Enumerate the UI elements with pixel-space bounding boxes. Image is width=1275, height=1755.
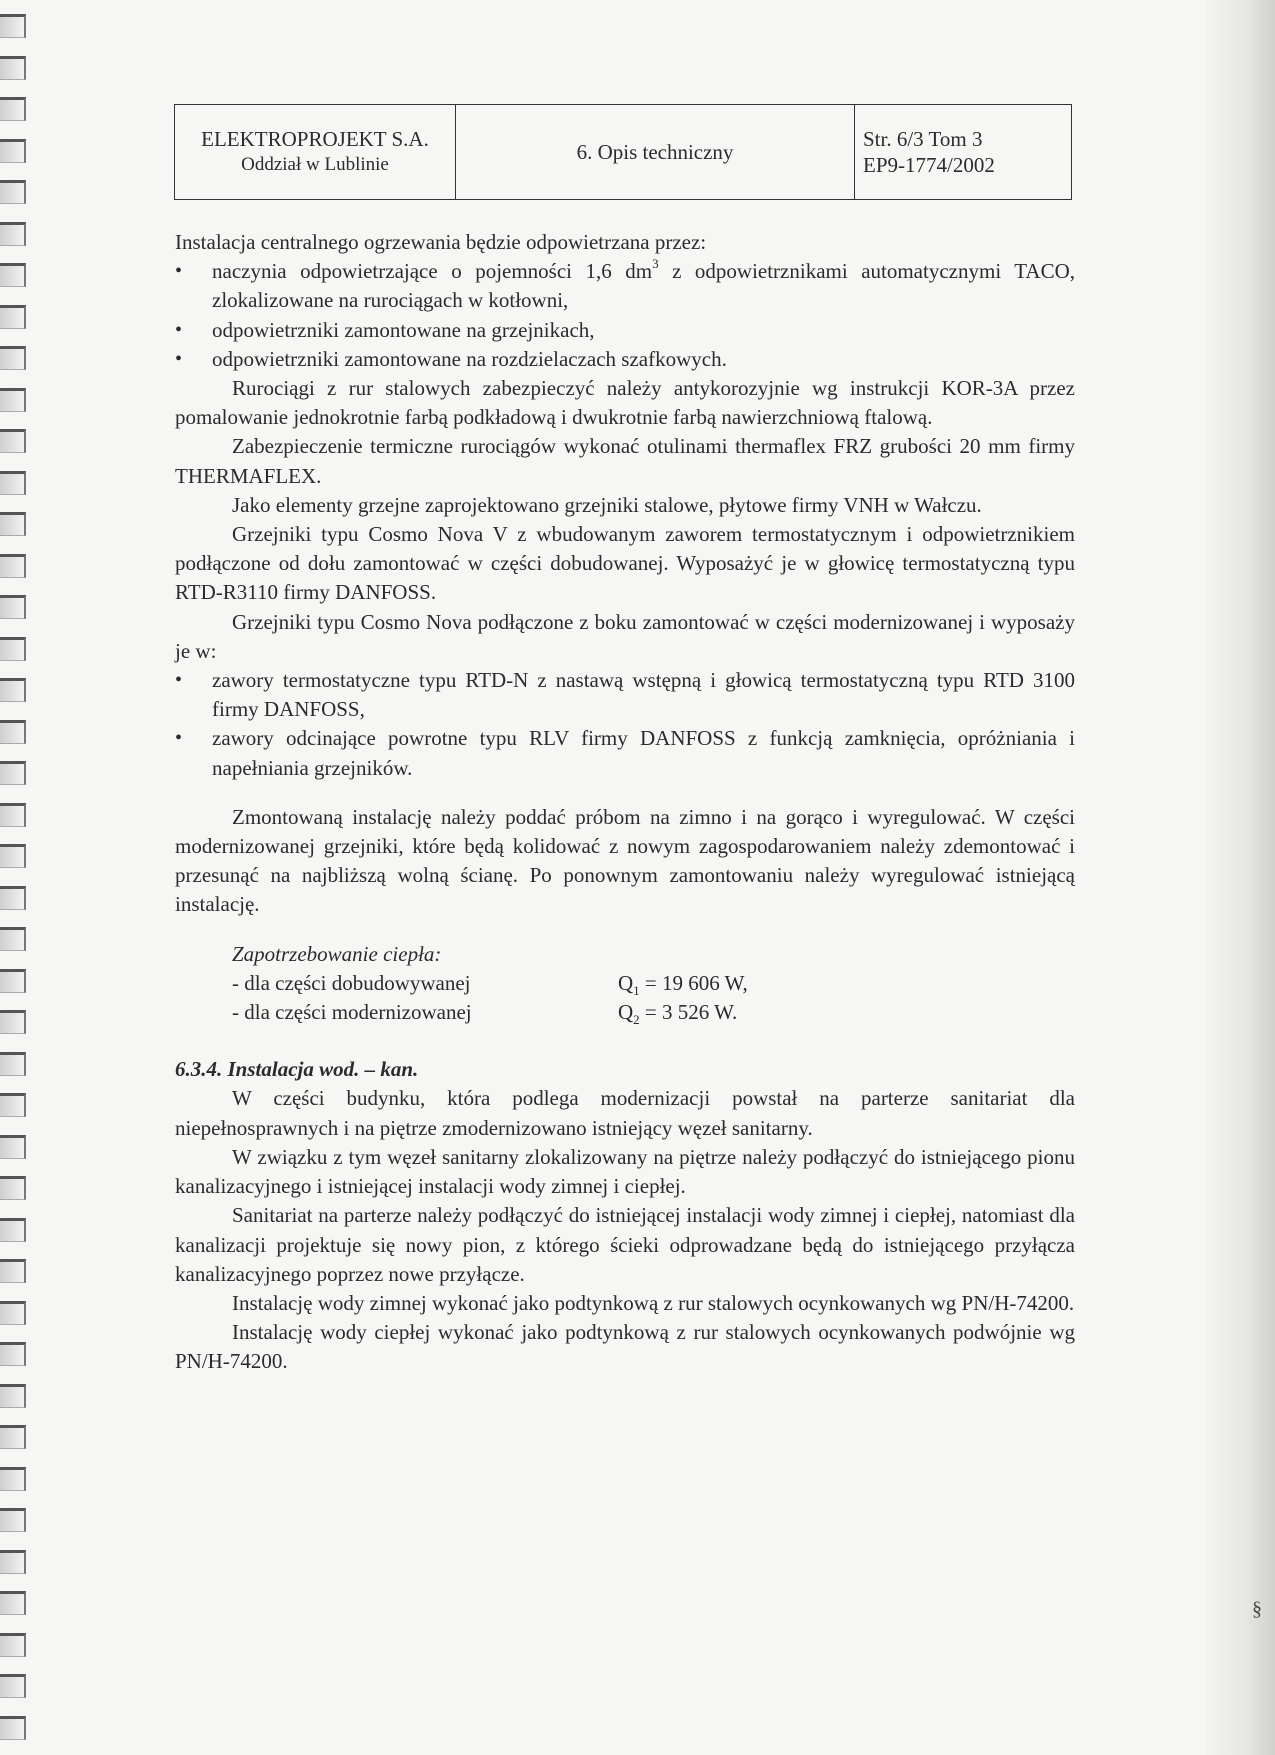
binding-ring bbox=[0, 1093, 26, 1117]
binding-ring bbox=[0, 1674, 26, 1698]
intro-text: Instalacja centralnego ogrzewania będzie odpowietrzana przez: bbox=[175, 230, 707, 254]
paragraph: Grzejniki typu Cosmo Nova V z wbudowanym zaworem termostatycznym i odpowietrznikiem podłączone od dołu zamontować w części dobudowanej. Wyposażyć je w głowicę termostatyczną typu RTD-R3110 firmy DANFOSS. bbox=[175, 522, 1075, 605]
binding-ring bbox=[0, 56, 26, 80]
binding-ring bbox=[0, 1425, 26, 1449]
binding-ring bbox=[0, 844, 26, 868]
binding-ring bbox=[0, 678, 26, 702]
binding-ring bbox=[0, 180, 26, 204]
binding-ring bbox=[0, 388, 26, 412]
paragraph: W związku z tym węzeł sanitarny zlokalizowany na piętrze należy podłączyć do istniejącego pionu kanalizacyjnego i istniejącej instalacji wody zimnej i ciepłej. bbox=[175, 1144, 1075, 1199]
heat-row-value bbox=[618, 998, 737, 1027]
binding-ring bbox=[0, 222, 26, 246]
list-item: • zawory termostatyczne typu RTD-N z nastawą wstępną i głowicą termostatyczną typu RTD 3100 firmy DANFOSS, bbox=[175, 666, 1075, 724]
binding-ring bbox=[0, 554, 26, 578]
binding-ring bbox=[0, 1384, 26, 1408]
binding-ring bbox=[0, 1633, 26, 1657]
header-section-cell bbox=[456, 105, 855, 200]
binding-ring bbox=[0, 1467, 26, 1491]
vent-list bbox=[175, 257, 1075, 374]
binding-ring bbox=[0, 1010, 26, 1034]
list-item: • odpowietrzniki zamontowane na rozdzielaczach szafkowych. bbox=[175, 345, 1075, 374]
binding-ring bbox=[0, 1550, 26, 1574]
binding-ring bbox=[0, 1508, 26, 1532]
section-heading: 6.3.4. Instalacja wod. – kan. bbox=[175, 1057, 419, 1082]
heat-demand-row bbox=[175, 998, 1075, 1027]
binding-ring bbox=[0, 14, 26, 38]
heat-row-label: - dla części modernizowanej bbox=[232, 1000, 472, 1025]
heat-row-value bbox=[618, 969, 748, 998]
page-reference: Str. 6/3 Tom 3 bbox=[863, 127, 983, 151]
binding-ring bbox=[0, 927, 26, 951]
paragraph: Grzejniki typu Cosmo Nova podłączone z boku zamontować w części modernizowanej i wyposaży je w: bbox=[175, 609, 1075, 663]
heat-subscript: 2 bbox=[633, 1012, 640, 1028]
paragraph: W części budynku, która podlega modernizacji powstał na parterze sanitariat dla niepełnosprawnych i na piętrze zmodernizowano istniejący węzeł sanitarny. bbox=[175, 1086, 1075, 1140]
binding-ring bbox=[0, 512, 26, 536]
binding-ring bbox=[0, 97, 26, 121]
binding-ring bbox=[0, 305, 26, 329]
vent-item-1-text: naczynia odpowietrzające o pojemności 1,6 dm bbox=[212, 259, 653, 284]
binding-ring bbox=[0, 761, 26, 785]
binding-ring bbox=[0, 1591, 26, 1615]
spacer bbox=[175, 783, 1075, 803]
section-name: 6. Opis techniczny bbox=[576, 140, 734, 164]
heat-symbol: Q bbox=[618, 1000, 634, 1025]
binding-ring bbox=[0, 1259, 26, 1283]
heat-demand-title: Zapotrzebowanie ciepła: bbox=[232, 941, 442, 966]
binding-ring bbox=[0, 595, 26, 619]
document-header-table bbox=[174, 104, 1072, 200]
binding-ring bbox=[0, 139, 26, 163]
paragraph: Jako elementy grzejne zaprojektowano grzejniki stalowe, płytowe firmy VNH w Wałczu. bbox=[232, 492, 982, 517]
binding-ring bbox=[0, 471, 26, 495]
binding-ring bbox=[0, 637, 26, 661]
spacer bbox=[175, 920, 1075, 940]
list-item: • odpowietrzniki zamontowane na grzejnikach, bbox=[175, 316, 1075, 345]
heat-subscript: 1 bbox=[633, 983, 640, 999]
paragraph: Instalację wody zimnej wykonać jako podtynkową z rur stalowych ocynkowanych wg PN/H-74200. bbox=[232, 1290, 1075, 1315]
binding-ring bbox=[0, 969, 26, 993]
binding-ring bbox=[0, 1218, 26, 1242]
heat-amount: = 19 606 W, bbox=[639, 970, 748, 995]
binding-ring bbox=[0, 803, 26, 827]
radiator-list bbox=[175, 666, 1075, 783]
binding-ring bbox=[0, 886, 26, 910]
binding-ring bbox=[0, 1716, 26, 1740]
binding-ring bbox=[0, 1135, 26, 1159]
binding-ring bbox=[0, 1301, 26, 1325]
corner-scan-mark: § bbox=[1252, 1598, 1262, 1620]
binding-ring bbox=[0, 346, 26, 370]
list-item: • zawory odcinające powrotne typu RLV firmy DANFOSS z funkcją zamknięcia, opróżniania i napełniania grzejników. bbox=[175, 724, 1075, 782]
unit-superscript: 3 bbox=[652, 256, 659, 272]
paragraph: Rurociągi z rur stalowych zabezpieczyć należy antykorozyjnie wg instrukcji KOR-3A przez pomalowanie jednokrotnie farbą podkładową i dwukrotnie farbą nawierzchniową ftalową. bbox=[175, 376, 1075, 430]
heat-amount: = 3 526 W. bbox=[639, 1000, 738, 1025]
header-company-cell bbox=[175, 105, 456, 200]
paragraph: Sanitariat na parterze należy podłączyć do istniejącej instalacji wody zimnej i ciepłej, natomiast dla kanalizacji projektuje się nowy pion, z którego ścieki odprowadzane będą do istniejącego przyłącza kanalizacyjnego poprzez nowe przyłącze. bbox=[175, 1203, 1075, 1286]
heat-row-label: - dla części dobudowywanej bbox=[232, 970, 471, 995]
company-name: ELEKTROPROJEKT S.A. bbox=[201, 127, 429, 151]
header-ref-cell bbox=[855, 105, 1072, 200]
page-edge-shadow bbox=[1205, 0, 1275, 1755]
document-body bbox=[175, 228, 1075, 1377]
paragraph: Instalację wody ciepłej wykonać jako podtynkową z rur stalowych ocynkowanych podwójnie wg PN/H-74200. bbox=[175, 1320, 1075, 1374]
list-item bbox=[175, 257, 1075, 315]
binding-ring bbox=[0, 1052, 26, 1076]
spiral-binding bbox=[0, 0, 26, 1755]
binding-ring bbox=[0, 263, 26, 287]
spacer bbox=[175, 1027, 1075, 1055]
heat-symbol: Q bbox=[618, 970, 634, 995]
paragraph: Zmontowaną instalację należy poddać próbom na zimno i na gorąco i wyregulować. W części modernizowanej grzejniki, które będą kolidować z nowym zagospodarowaniem należy zdemontować i przesunąć na najbliższą wolną ścianę. Po ponownym zamontowaniu należy wyregulować istniejącą instalację. bbox=[175, 804, 1075, 917]
binding-ring bbox=[0, 429, 26, 453]
binding-ring bbox=[0, 1342, 26, 1366]
document-number: EP9-1774/2002 bbox=[863, 153, 995, 177]
binding-ring bbox=[0, 1176, 26, 1200]
company-branch: Oddział w Lublinie bbox=[241, 154, 389, 175]
binding-ring bbox=[0, 720, 26, 744]
paragraph: Zabezpieczenie termiczne rurociągów wykonać otulinami thermaflex FRZ grubości 20 mm firmy THERMAFLEX. bbox=[175, 434, 1075, 488]
vent-item-1-rest: z odpowietrznikami automatycznymi TACO, zlokalizowane na rurociągach w kotłowni, bbox=[212, 259, 1075, 313]
heat-demand-row bbox=[175, 969, 1075, 998]
